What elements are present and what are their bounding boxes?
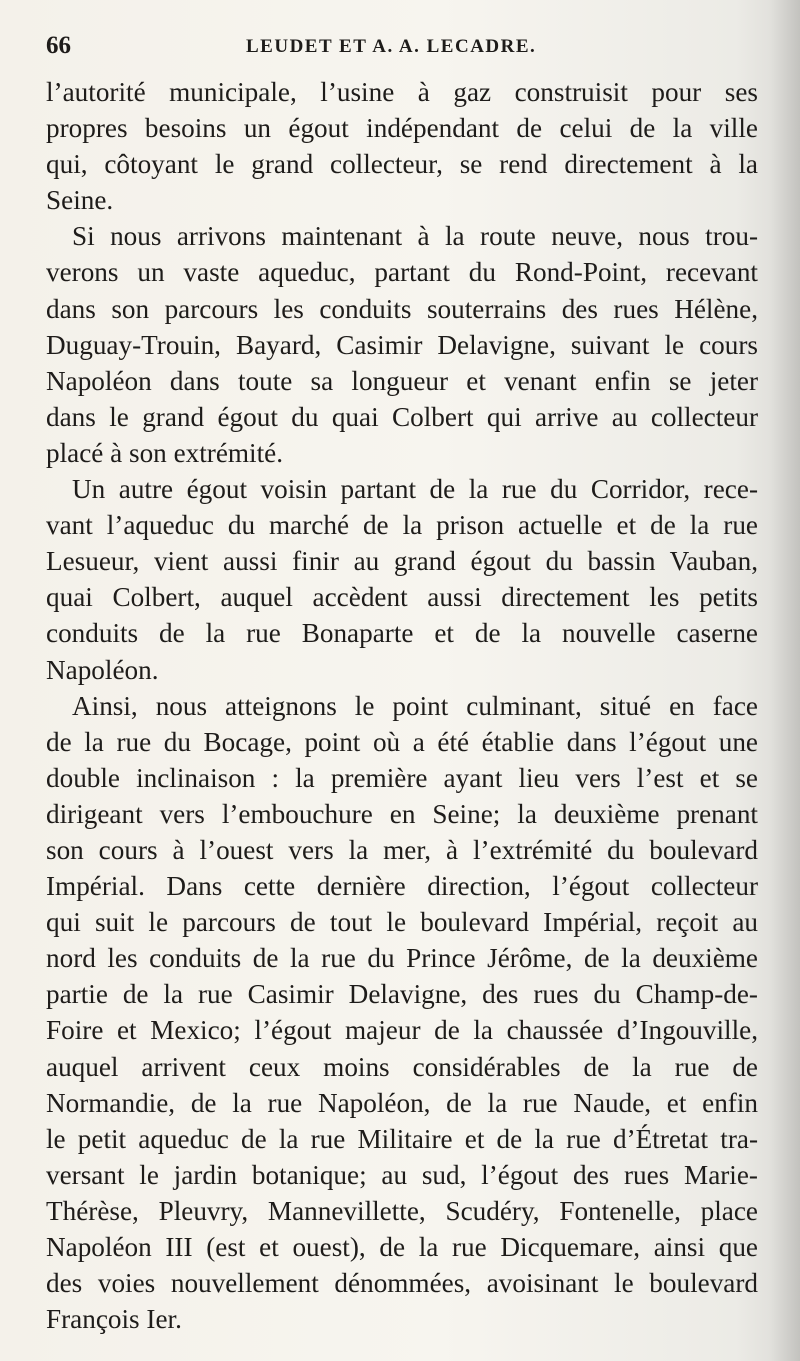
text-line: qui suit le parcours de tout le boulevard Impérial, reçoit au [46,907,758,938]
text-line: son cours à l’ouest vers la mer, à l’extrémité du boulevard [46,834,758,865]
text-line: placé à son extrémité. [46,437,284,468]
text-line: quai Colbert, auquel accèdent aussi directement les petits [46,582,758,613]
text-line: vant l’aqueduc du marché de la prison actuelle et de la rue [46,510,758,541]
text-line: Normandie, de la rue Napoléon, de la rue Naude, et enfin [46,1087,758,1118]
page-number: 66 [46,32,71,59]
text-line: Napoléon dans toute sa longueur et venant enfin se jeter [46,365,758,396]
text-line: Impérial. Dans cette dernière direction, l’égout collecteur [46,871,758,902]
text-line: des voies nouvellement dénommées, avoisinant le boulevard [46,1268,758,1299]
text-line: Seine. [46,185,114,216]
text-line: Lesueur, vient aussi finir au grand égout du bassin Vauban, [46,546,758,577]
text-line: le petit aqueduc de la rue Militaire et de la rue d’Étretat tra- [46,1123,758,1154]
text-line: Un autre égout voisin partant de la rue du Corridor, rece- [72,474,758,505]
text-line: nord les conduits de la rue du Prince Jérôme, de la deuxième [46,943,758,974]
text-line: double inclinaison : la première ayant lieu vers l’est et se [46,762,758,793]
text-line: propres besoins un égout indépendant de celui de la ville [46,113,758,144]
text-line: conduits de la rue Bonaparte et de la nouvelle caserne [46,618,758,649]
text-line: dirigeant vers l’embouchure en Seine; la deuxième prenant [46,798,758,829]
text-line: partie de la rue Casimir Delavigne, des rues du Champ-de- [46,979,758,1010]
text-line: auquel arrivent ceux moins considérables de la rue de [46,1051,758,1082]
text-line: l’autorité municipale, l’usine à gaz construisit pour ses [46,77,758,107]
text-line: François Ier. [46,1304,182,1335]
text-line: Napoléon. [46,654,159,685]
body-text [46,74,758,1337]
text-line: dans le grand égout du quai Colbert qui arrive au collecteur [46,401,758,432]
text-line: verons un vaste aqueduc, partant du Rond-Point, recevant [46,257,758,288]
text-line: Napoléon III (est et ouest), de la rue Dicquemare, ainsi que [46,1232,758,1262]
text-line: Foire et Mexico; l’égout majeur de la chaussée d’Ingouville, [46,1015,758,1046]
text-line: qui, côtoyant le grand collecteur, se rend directement à la [46,149,758,180]
text-line: Duguay-Trouin, Bayard, Casimir Delavigne, suivant le cours [46,329,758,360]
page-header [46,32,766,68]
text-line: Si nous arrivons maintenant à la route neuve, nous trou- [72,221,758,252]
text-line: dans son parcours les conduits souterrains des rues Hélène, [46,293,758,324]
text-line: de la rue du Bocage, point où a été établie dans l’égout une [46,726,758,757]
running-head: LEUDET ET A. A. LECADRE. [246,36,537,57]
text-line: Thérèse, Pleuvry, Mannevillette, Scudéry, Fontenelle, place [46,1195,758,1226]
page-edge-shadow [770,0,800,1361]
text-line: versant le jardin botanique; au sud, l’égout des rues Marie- [46,1159,758,1190]
text-line: Ainsi, nous atteignons le point culminant, situé en face [72,690,758,721]
